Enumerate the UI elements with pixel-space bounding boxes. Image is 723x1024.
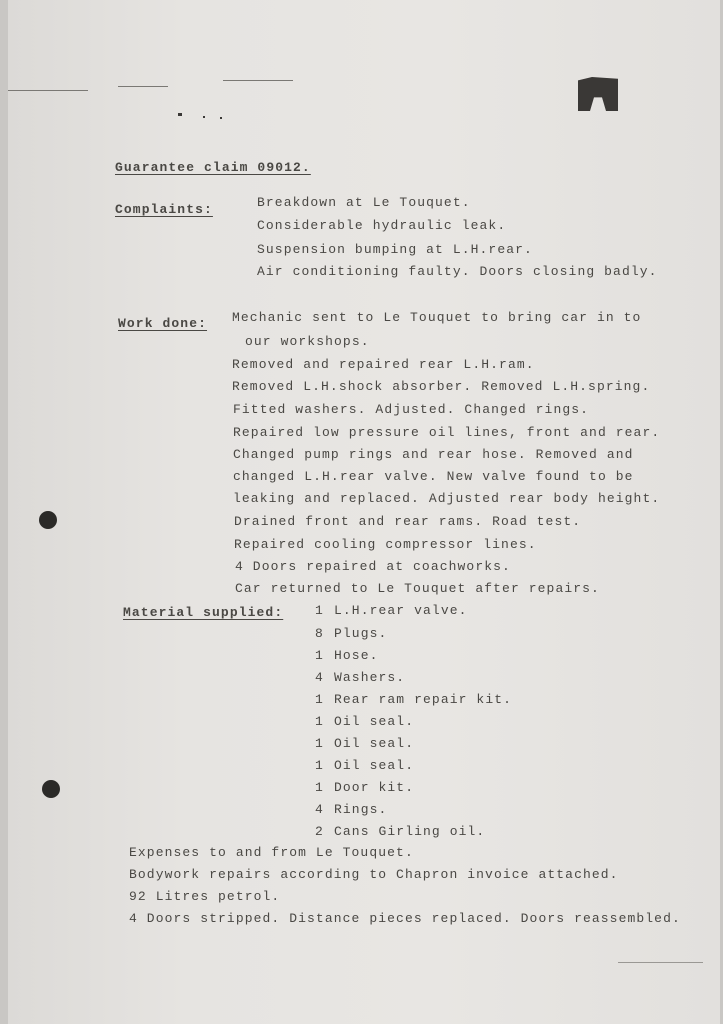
top-rule-mid [118,86,168,87]
work-line: Removed and repaired rear L.H.ram. [232,357,535,372]
material-item: L.H.rear valve. [334,603,468,618]
material-label: Material supplied: [123,605,284,620]
top-rule-left [8,90,88,91]
bottom-rule [618,962,703,963]
work-line: 4 Doors repaired at coachworks. [235,559,511,574]
material-item: Hose. [334,648,379,663]
work-line: changed L.H.rear valve. New valve found to be [233,469,634,484]
punch-hole-upper [39,511,57,529]
work-line: Drained front and rear rams. Road test. [234,514,582,529]
complaint-line: Suspension bumping at L.H.rear. [257,242,533,257]
expense-line: 92 Litres petrol. [129,889,281,904]
material-qty: 8 [315,626,324,641]
work-line: Fitted washers. Adjusted. Changed rings. [233,402,590,417]
document-page [8,0,720,1024]
material-item: Door kit. [334,780,415,795]
material-item: Oil seal. [334,758,415,773]
material-qty: 4 [315,670,324,685]
complaint-line: Considerable hydraulic leak. [257,218,507,233]
material-qty: 1 [315,758,324,773]
punch-hole-lower [42,780,60,798]
material-item: Washers. [334,670,406,685]
work-line: Removed L.H.shock absorber. Removed L.H.spring. [232,379,651,394]
material-item: Plugs. [334,626,388,641]
material-qty: 1 [315,692,324,707]
material-qty: 1 [315,603,324,618]
complaints-label: Complaints: [115,202,213,217]
material-qty: 1 [315,780,324,795]
material-item: Oil seal. [334,714,415,729]
speck-mark [203,116,205,118]
speck-mark [178,113,182,116]
work-line: our workshops. [245,334,370,349]
material-item: Rings. [334,802,388,817]
work-line: Car returned to Le Touquet after repairs. [235,581,600,596]
work-line: Repaired low pressure oil lines, front and rear. [233,425,661,440]
complaint-line: Breakdown at Le Touquet. [257,195,471,210]
claim-title: Guarantee claim 09012. [115,160,311,175]
material-item: Cans Girling oil. [334,824,486,839]
speck-mark [220,117,222,119]
expense-line: 4 Doors stripped. Distance pieces replaced. Doors reassembled. [129,911,681,926]
material-qty: 1 [315,648,324,663]
work-line: Mechanic sent to Le Touquet to bring car in to [232,310,642,325]
expense-line: Expenses to and from Le Touquet. [129,845,414,860]
complaint-line: Air conditioning faulty. Doors closing badly. [257,264,658,279]
material-qty: 2 [315,824,324,839]
material-item: Rear ram repair kit. [334,692,513,707]
material-qty: 1 [315,714,324,729]
work-line: Repaired cooling compressor lines. [234,537,537,552]
top-rule-right [223,80,293,81]
expense-line: Bodywork repairs according to Chapron invoice attached. [129,867,619,882]
work-line: leaking and replaced. Adjusted rear body height. [233,491,661,506]
material-item: Oil seal. [334,736,415,751]
work-done-label: Work done: [118,316,208,331]
ink-blot-mark [578,77,618,111]
material-qty: 1 [315,736,324,751]
material-qty: 4 [315,802,324,817]
work-line: Changed pump rings and rear hose. Removed and [233,447,634,462]
